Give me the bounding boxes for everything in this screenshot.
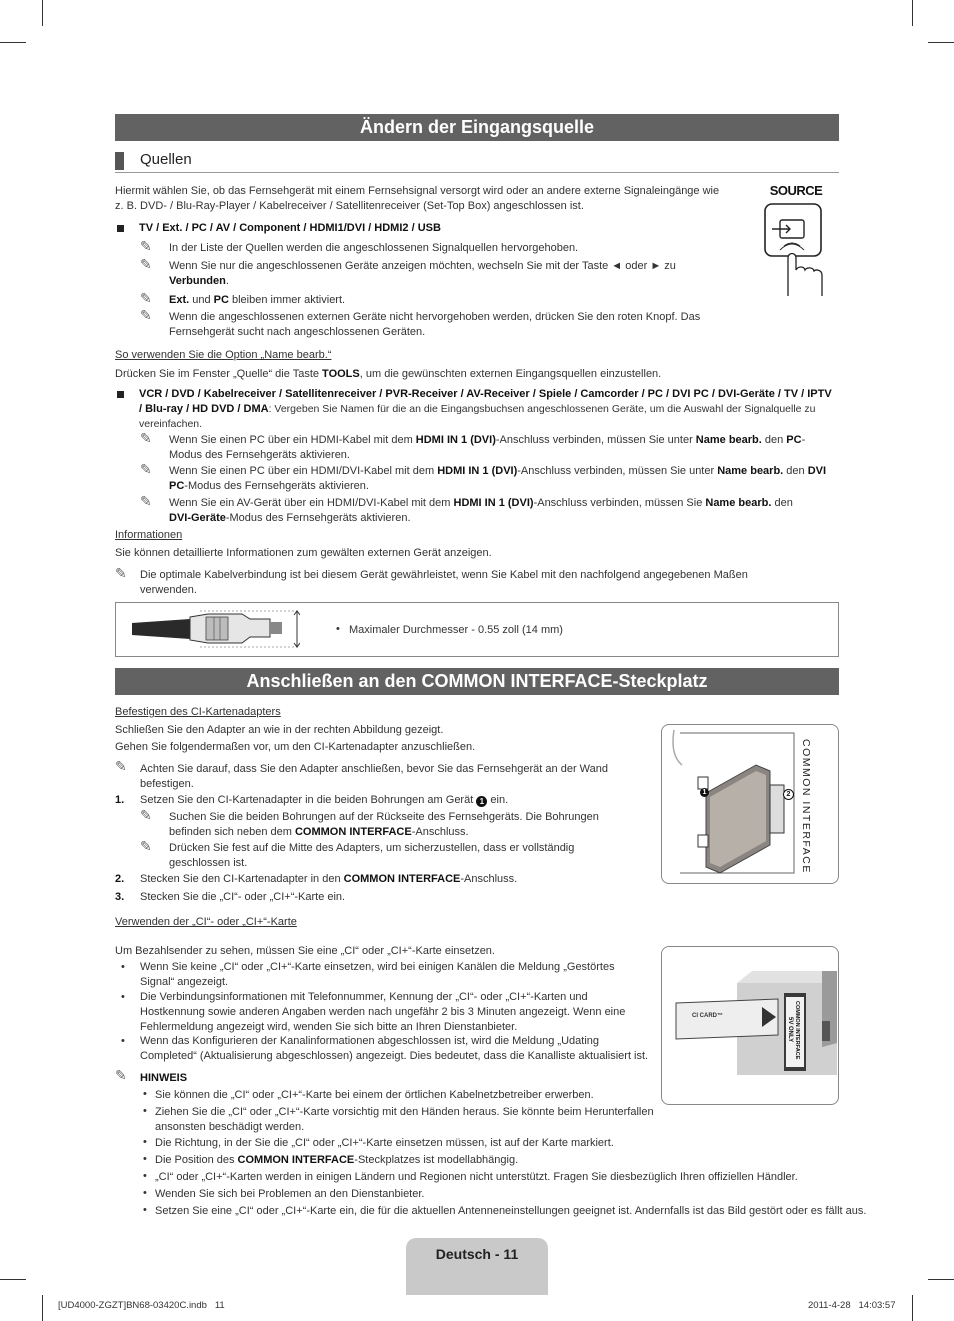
cable-icon <box>130 609 300 649</box>
text-fragment: befinden sich neben dem <box>169 826 295 838</box>
bullet-line: Wenn Sie keine „CI“ oder „CI+“-Karte einsetzen, wird bei einigen Kanälen die Meldung „Gestörtes <box>140 961 615 973</box>
text-fragment: -Anschluss verbinden, müssen Sie unter <box>495 434 696 446</box>
text-fragment: Wenn Sie einen PC über ein HDMI-Kabel mit dem <box>169 434 416 446</box>
note-line: geschlossen ist. <box>169 857 248 869</box>
ci-adapter-figure <box>661 724 839 884</box>
bullet-dot: • <box>143 1088 147 1100</box>
bullet-line: Fehlermeldung angezeigt wird, wenden Sie sich bitte an Ihren Dienstanbieter. <box>140 1021 518 1033</box>
note-text <box>169 496 839 526</box>
note-icon: ✎ <box>140 838 152 854</box>
bullet-dot: • <box>143 1204 147 1216</box>
cable-spec-box <box>115 602 839 657</box>
adapter-text: Schließen Sie den Adapter an wie in der rechten Abbildung gezeigt. <box>115 724 444 736</box>
step-number: 3. <box>115 891 125 903</box>
bullet-dot: • <box>121 991 125 1003</box>
note-icon: ✎ <box>115 1067 127 1083</box>
page-number-tab <box>406 1238 548 1295</box>
crop-mark <box>912 1295 913 1321</box>
note-fragment: bleiben immer aktiviert. <box>228 294 346 306</box>
adapter-text: Gehen Sie folgendermaßen vor, um den CI-Kartenadapter anzuschließen. <box>115 741 476 753</box>
hint-item: Sie können die „CI“ oder „CI+“-Karte bei einem der örtlichen Kabelnetzbetreiber erwerben. <box>155 1089 594 1101</box>
ci-slot-label: COMMON INTERFACE <box>794 1001 800 1060</box>
bullet-dot: • <box>121 961 125 973</box>
hint-item: Wenden Sie sich bei Problemen an den Dienstanbieter. <box>155 1188 425 1200</box>
note-text <box>169 293 345 308</box>
text-fragment: den <box>783 465 808 477</box>
text-fragment: , um die gewünschten externen Eingangsquellen einzustellen. <box>359 368 662 380</box>
text-fragment: Stecken Sie den CI-Kartenadapter in den <box>140 873 344 885</box>
note-line: Wenn die angeschlossenen externen Geräte nicht hervorgehoben werden, drücken Sie den roten Knopf. Das <box>169 311 701 323</box>
bullet-square <box>117 391 124 398</box>
note-line: Die optimale Kabelverbindung ist bei diesem Gerät gewährleistet, wenn Sie Kabel mit den nachfolgend angegebenen Maßen <box>140 569 748 581</box>
mode-name: PC <box>169 480 185 492</box>
note-line: verwenden. <box>140 584 197 596</box>
crop-mark <box>42 1295 43 1321</box>
common-interface-label: COMMON INTERFACE <box>800 739 812 874</box>
ci-card-label: CI CARD™ <box>692 1013 723 1019</box>
adapter-note <box>140 762 650 792</box>
note-text: In der Liste der Quellen werden die angeschlossenen Signalquellen hervorgehoben. <box>169 242 579 254</box>
text-fragment: Die Position des <box>155 1154 238 1166</box>
bullet-line: Hostkennung sowie anderen Angaben werden nach ungefähr 2 bis 3 Minuten angezeigt. Wenn eine <box>140 1006 626 1018</box>
step-number: 1. <box>115 794 125 806</box>
section-title-common-interface: Anschließen an den COMMON INTERFACE-Steckplatz <box>115 668 839 695</box>
crop-mark <box>928 1279 954 1280</box>
step-note <box>169 841 649 871</box>
note-text <box>169 464 839 494</box>
name-edit-intro <box>115 367 661 382</box>
ci-card-heading: Verwenden der „CI“- oder „CI+“-Karte <box>115 916 297 928</box>
mode-name: DVI-Geräte <box>169 512 226 524</box>
text-fragment: Wenn Sie einen PC über ein HDMI/DVI-Kabel mit dem <box>169 465 438 477</box>
note-icon: ✎ <box>140 807 152 823</box>
subsection-title: Quellen <box>140 151 192 168</box>
pc-label: PC <box>213 294 229 306</box>
connected-option: Verbunden <box>169 275 226 287</box>
subsection-heading <box>115 150 839 173</box>
note-icon: ✎ <box>140 238 152 254</box>
note-icon: ✎ <box>140 430 152 446</box>
text-fragment: Wenn Sie ein AV-Gerät über ein HDMI/DVI-Kabel mit dem <box>169 497 454 509</box>
bullet-dot: • <box>336 623 340 635</box>
crop-mark <box>0 1279 26 1280</box>
port-name: COMMON INTERFACE <box>343 873 461 885</box>
bullet-dot: • <box>143 1170 147 1182</box>
text-fragment: -Anschluss. <box>411 826 469 838</box>
crop-mark <box>928 42 954 43</box>
note-text: Wenn Sie nur die angeschlossenen Geräte anzeigen möchten, wechseln Sie mit der Taste ◄ oder ► zu Verbunden. <box>169 260 676 287</box>
name-edit-heading: So verwenden Sie die Option „Name bearb.“ <box>115 349 332 361</box>
cable-spec-text: Maximaler Durchmesser - 0.55 zoll (14 mm) <box>349 624 563 636</box>
file-info: [UD4000-ZGZT]BN68-03420C.indb 11 <box>58 1300 225 1311</box>
figure-marker-1: 1 <box>700 788 709 797</box>
voltage-label: 5V ONLY <box>787 1017 793 1043</box>
bullet-square <box>117 225 124 232</box>
tools-key: TOOLS <box>322 368 360 380</box>
bullet-dot: • <box>143 1105 147 1117</box>
bullet-dot: • <box>143 1187 147 1199</box>
note-icon: ✎ <box>140 290 152 306</box>
hint-item <box>155 1105 655 1135</box>
ci-card-bullet <box>140 1034 660 1064</box>
crop-mark <box>912 0 913 26</box>
ext-label: Ext. <box>169 294 190 306</box>
step-note <box>169 810 649 840</box>
bullet-line: Signal“ angezeigt. <box>140 976 229 988</box>
ci-card-illustration <box>662 947 838 1104</box>
hint-item: Die Richtung, in der Sie die „CI“ oder „CI+“-Karte einsetzen müssen, ist auf der Karte markiert. <box>155 1137 614 1149</box>
text-fragment: -Modus des Fernsehgeräts aktivieren. <box>184 480 369 492</box>
note-icon: ✎ <box>140 307 152 323</box>
note-line: Drücken Sie fest auf die Mitte des Adapters, um sicherzustellen, dass er vollständig <box>169 842 575 854</box>
device-list-paragraph <box>139 387 839 432</box>
note-line: Suchen Sie die beiden Bohrungen auf der Rückseite des Fernsehgeräts. Die Bohrungen <box>169 811 599 823</box>
text-fragment: Setzen Sie den CI-Kartenadapter in die beiden Bohrungen am Gerät <box>140 794 477 806</box>
text-fragment: - <box>801 434 806 446</box>
device-desc: vereinfachen. <box>139 418 203 430</box>
option-name: Name bearb. <box>705 497 772 509</box>
device-list: / Blu-ray / HD DVD / DMA <box>139 403 269 415</box>
bullet-dot: • <box>143 1136 147 1148</box>
step-text <box>140 793 508 808</box>
crop-mark <box>0 42 26 43</box>
bullet-dot: • <box>143 1153 147 1165</box>
text-fragment: Modus des Fernsehgeräts aktivieren. <box>169 449 350 461</box>
hint-line: Ziehen Sie die „CI“ oder „CI+“-Karte vorsichtig mit den Händen heraus. Sie könnte beim Herunterfallen <box>155 1106 654 1118</box>
note-icon: ✎ <box>115 758 127 774</box>
hint-item: Setzen Sie eine „CI“ oder „CI+“-Karte ein, die für die aktuellen Antenneneinstellungen geeignet ist. Andernfalls ist das Bild gestört oder es fällt aus. <box>155 1205 867 1217</box>
text-fragment: -Anschluss. <box>460 873 518 885</box>
mode-name: DVI <box>807 465 827 477</box>
ci-card-figure <box>661 946 839 1105</box>
note-line: Achten Sie darauf, dass Sie den Adapter anschließen, bevor Sie das Fernsehgerät an der Wand <box>140 763 608 775</box>
step-number: 2. <box>115 873 125 885</box>
port-name: HDMI IN 1 (DVI) <box>453 497 534 509</box>
page-number: Deutsch - 11 <box>435 1246 519 1262</box>
ci-card-bullet <box>140 960 650 990</box>
note-icon: ✎ <box>140 256 152 272</box>
note-icon: ✎ <box>115 565 127 581</box>
source-button-icon <box>760 198 832 298</box>
note-text <box>169 433 839 463</box>
info-heading: Informationen <box>115 529 183 541</box>
port-name: HDMI IN 1 (DVI) <box>437 465 518 477</box>
section-title-input-source: Ändern der Eingangsquelle <box>115 114 839 141</box>
text-fragment: Drücken Sie im Fenster „Quelle“ die Taste <box>115 368 323 380</box>
port-name: COMMON INTERFACE <box>237 1154 355 1166</box>
note-text <box>169 310 739 340</box>
figure-marker-2: 2 <box>783 789 794 800</box>
text-fragment: den <box>771 497 793 509</box>
note-line: Fernsehgerät sucht nach angeschlossenen Geräten. <box>169 326 426 338</box>
bullet-line: Completed“ (Aktualisierung abgeschlossen) angezeigt. Dies bedeutet, dass die Kanalliste aktualisiert ist. <box>140 1050 649 1062</box>
hinweis-label: HINWEIS <box>140 1072 188 1084</box>
bullet-line: Wenn das Konfigurieren der Kanalinformationen abgeschlossen ist, wird die Meldung „Udating <box>140 1035 600 1047</box>
step-marker-1: 1 <box>476 796 487 807</box>
source-list: TV / Ext. / PC / AV / Component / HDMI1/DVI / HDMI2 / USB <box>139 222 441 234</box>
adapter-heading: Befestigen des CI-Kartenadapters <box>115 706 281 718</box>
heading-marker <box>115 152 124 170</box>
source-label: SOURCE <box>769 183 823 198</box>
hint-item: „CI“ oder „CI+“-Karten werden in einigen Ländern und Regionen nicht unterstützt. Fragen Sie diesbezüglich Ihren offiziellen Händler. <box>155 1171 798 1183</box>
hint-line: ansonsten beschädigt werden. <box>155 1121 305 1133</box>
hint-item <box>155 1153 518 1168</box>
step-text <box>140 872 517 887</box>
intro-paragraph <box>115 184 745 214</box>
mode-name: PC <box>786 434 802 446</box>
ci-card-intro: Um Bezahlsender zu sehen, müssen Sie eine „CI“ oder „CI+“-Karte einsetzen. <box>115 945 495 957</box>
note-line: Wenn Sie nur die angeschlossenen Geräte anzeigen möchten, wechseln Sie mit der Taste ◄ oder ► zu <box>169 260 676 272</box>
bullet-line: Die Verbindungsinformationen mit Telefonnummer, Kennung der „CI“- oder „CI+“-Karten und <box>140 991 588 1003</box>
note-fragment: und <box>189 294 214 306</box>
note-line: befestigen. <box>140 778 194 790</box>
option-name: Name bearb. <box>717 465 784 477</box>
note-icon: ✎ <box>140 461 152 477</box>
device-list: VCR / DVD / Kabelreceiver / Satellitenreceiver / PVR-Receiver / AV-Receiver / Spiele / Camcorder / PC / DVI PC / DVI-Geräte / TV / IPTV <box>139 388 832 400</box>
port-name: HDMI IN 1 (DVI) <box>415 434 496 446</box>
text-fragment: -Steckplatzes ist modellabhängig. <box>354 1154 519 1166</box>
text-fragment: ein. <box>487 794 509 806</box>
text-fragment: -Anschluss verbinden, müssen Sie unter <box>517 465 718 477</box>
info-text: Sie können detaillierte Informationen zum gewälten externen Gerät anzeigen. <box>115 547 492 559</box>
intro-line: Hiermit wählen Sie, ob das Fernsehgerät mit einem Fernsehsignal versorgt wird oder an andere externe Signaleingänge wie <box>115 185 720 197</box>
intro-line: z. B. DVD- / Blu-Ray-Player / Kabelreceiver / Satellitenreceiver (Set-Top Box) angeschlossen ist. <box>115 200 584 212</box>
text-fragment: den <box>761 434 787 446</box>
step-text: Stecken Sie die „CI“- oder „CI+“-Karte ein. <box>140 891 346 903</box>
note-icon: ✎ <box>140 493 152 509</box>
crop-mark <box>42 0 43 26</box>
bullet-dot: • <box>121 1035 125 1047</box>
cable-note <box>140 568 840 598</box>
device-desc: : Vergeben Sie Namen für die an die Eingangsbuchsen angeschlossenen Geräte, um die Auswahl der Signalquelle zu <box>268 403 816 415</box>
print-date: 2011-4-28 14:03:57 <box>808 1300 896 1311</box>
option-name: Name bearb. <box>695 434 762 446</box>
text-fragment: -Anschluss verbinden, müssen Sie <box>533 497 706 509</box>
port-name: COMMON INTERFACE <box>294 826 412 838</box>
text-fragment: -Modus des Fernsehgeräts aktivieren. <box>225 512 411 524</box>
ci-card-bullet <box>140 990 650 1035</box>
